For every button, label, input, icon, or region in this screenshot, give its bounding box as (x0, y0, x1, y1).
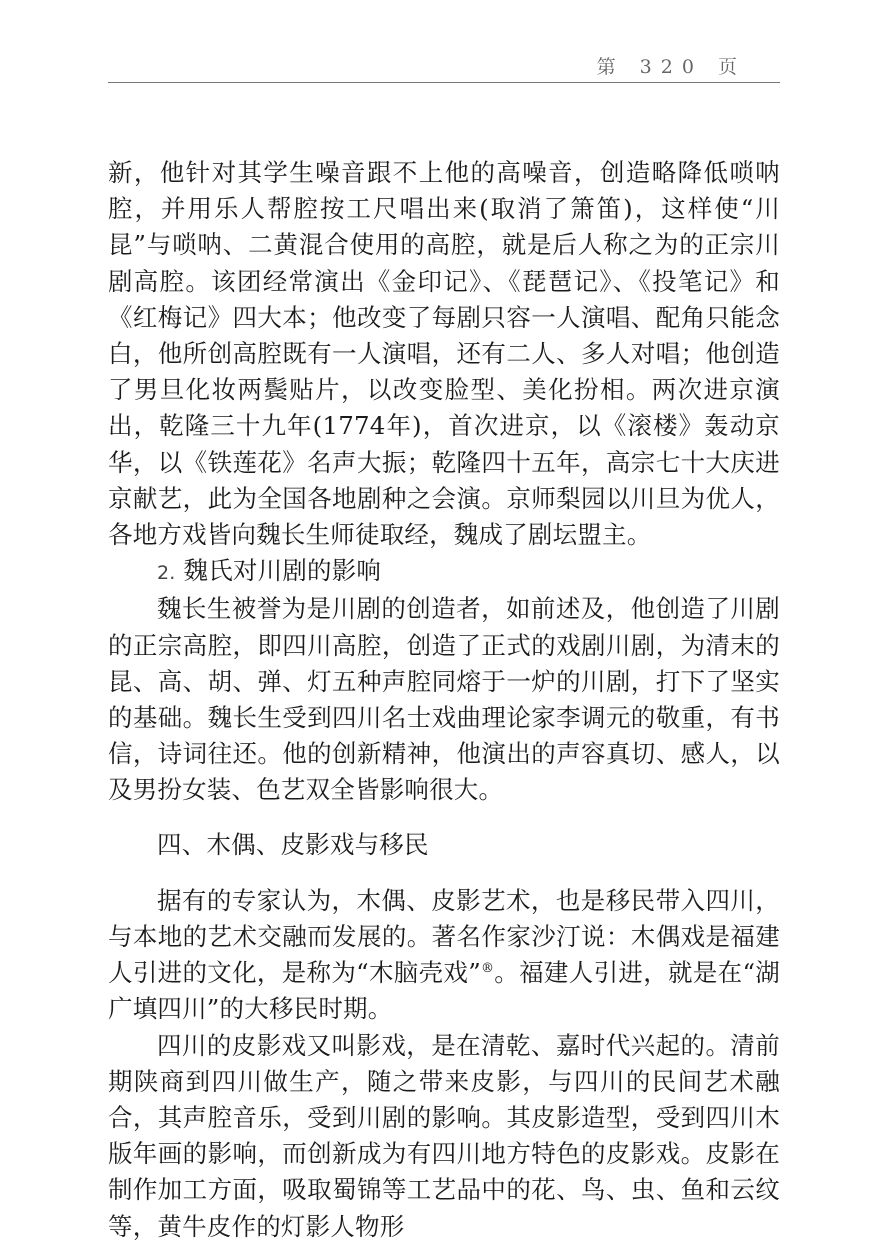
section-heading: 四、木偶、皮影戏与移民 (157, 829, 429, 859)
page-number: 第 320 页 (596, 56, 746, 78)
page-header (108, 52, 780, 83)
paragraph-3-part-b: 。福建人引进，就是在“湖广填四川”的大移民时期。 (108, 958, 780, 1024)
sub-heading-text: 魏氏对川剧的影响 (183, 556, 382, 586)
sub-heading (108, 553, 780, 591)
footnote-marker: ® (480, 961, 495, 977)
paragraph-3 (108, 883, 780, 1028)
paragraph-4: 四川的皮影戏又叫影戏，是在清乾、嘉时代兴起的。清前期陕商到四川做生产，随之带来皮影，与四川的民间艺术融合，其声腔音乐，受到川剧的影响。其皮影造型，受到四川木版年画的影响，而创新成为有四川地方特色的皮影戏。皮影在制作加工方面，吸取蜀锦等工艺品中的花、鸟、虫、鱼和云纹等，黄牛皮作的灯影人物形 (108, 1030, 780, 1241)
paragraph-3-part-a: 据有的专家认为，木偶、皮影艺术，也是移民带入四川，与本地的艺术交融而发展的。著名作家沙汀说：木偶戏是福建人引进的文化，是称为“木脑壳戏” (108, 885, 780, 988)
paragraph-1: 新，他针对其学生噪音跟不上他的高噪音，创造略降低唢呐腔，并用乐人帮腔按工尺唱出来(取消了箫笛)，这样使“川昆”与唢呐、二黄混合使用的高腔，就是后人称之为的正宗川剧高腔。该团经常演出《金印记》、《琵琶记》、《投笔记》和《红梅记》四大本；他改变了每剧只容一人演唱、配角只能念白，他所创高腔既有一人演唱，还有二人、多人对唱；他创造了男旦化妆两鬓贴片，以改变脸型、美化扮相。两次进京演出，乾隆三十九年(1774年)，首次进京，以《滚楼》轰动京华，以《铁莲花》名声大振；乾隆四十五年，高宗七十大庆进京献艺，此为全国各地剧种之会演。京师梨园以川旦为优人，各地方戏皆向魏长生师徒取经，魏成了剧坛盟主。 (108, 158, 780, 550)
sub-heading-number: 2. (157, 562, 176, 585)
paragraph-2: 魏长生被誉为是川剧的创造者，如前述及，他创造了川剧的正宗高腔，即四川高腔，创造了正式的戏剧川剧，为清末的昆、高、胡、弹、灯五种声腔同熔于一炉的川剧，打下了坚实的基础。魏长生受到四川名士戏曲理论家李调元的敬重，有书信，诗词往还。他的创新精神，他演出的声容真切、感人，以及男扮女装、色艺双全皆影响很大。 (108, 594, 780, 805)
body-text (108, 155, 780, 1245)
